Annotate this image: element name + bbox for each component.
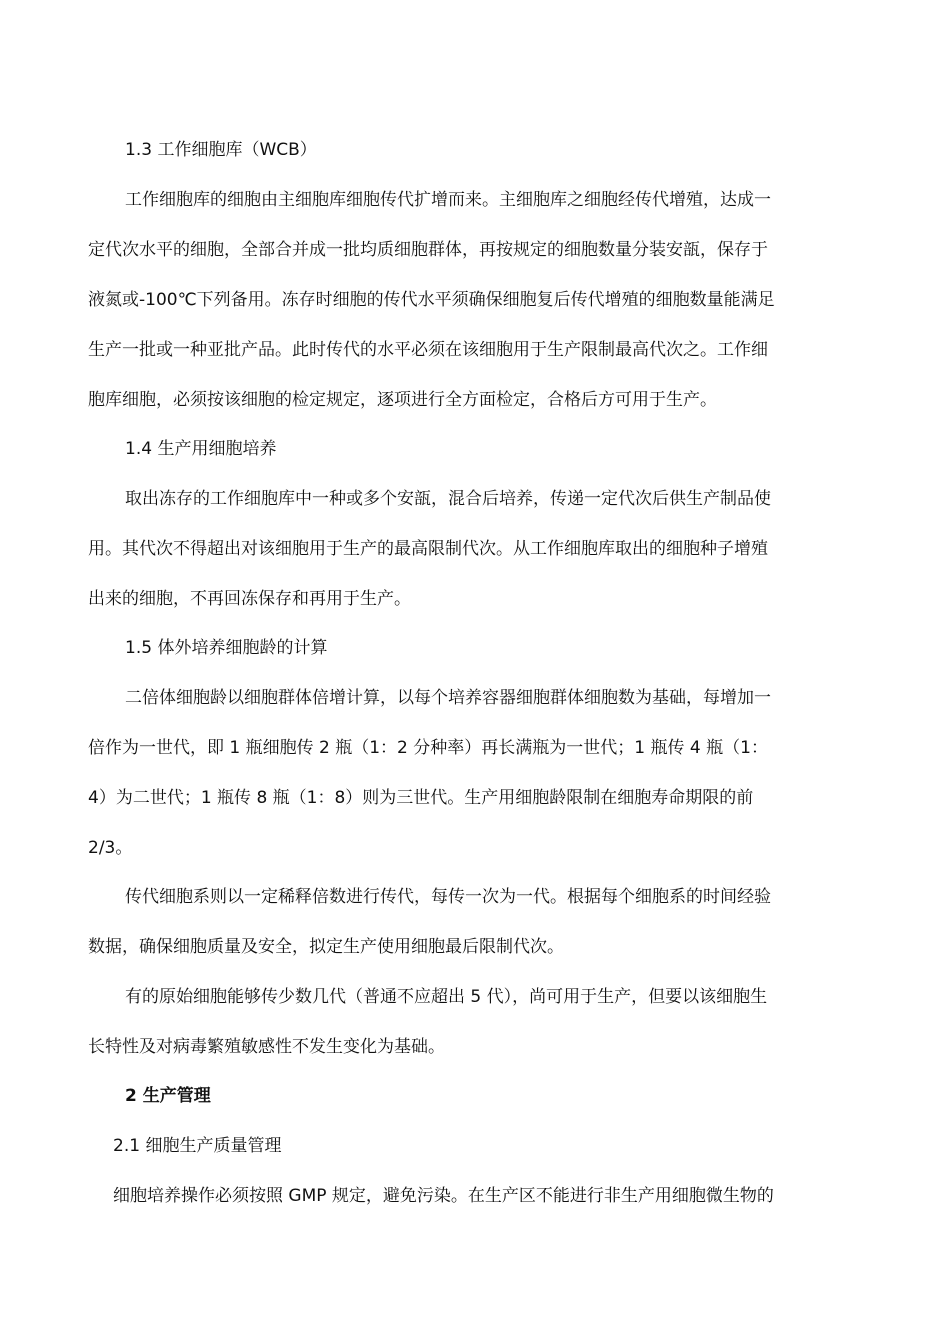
chapter-heading: 2 生产管理 bbox=[125, 1086, 211, 1106]
paragraph-line: 二倍体细胞龄以细胞群体倍增计算，以每个培养容器细胞群体细胞数为基础，每增加一 bbox=[125, 688, 771, 708]
paragraph-line: 定代次水平的细胞，全部合并成一批均质细胞群体，再按规定的细胞数量分装安瓿，保存于 bbox=[88, 240, 768, 260]
paragraph-line: 数据，确保细胞质量及安全，拟定生产使用细胞最后限制代次。 bbox=[88, 937, 564, 957]
paragraph-line: 液氮或-100℃下列备用。冻存时细胞的传代水平须确保细胞复后传代增殖的细胞数量能满足 bbox=[88, 290, 775, 310]
paragraph-line: 细胞培养操作必须按照 GMP 规定，避免污染。在生产区不能进行非生产用细胞微生物的 bbox=[113, 1186, 774, 1206]
subsection-heading-2-1: 2.1 细胞生产质量管理 bbox=[113, 1136, 282, 1156]
section-heading-1-3: 1.3 工作细胞库（WCB） bbox=[125, 140, 317, 160]
paragraph-line: 传代细胞系则以一定稀释倍数进行传代，每传一次为一代。根据每个细胞系的时间经验 bbox=[125, 887, 771, 907]
paragraph-line: 用。其代次不得超出对该细胞用于生产的最高限制代次。从工作细胞库取出的细胞种子增殖 bbox=[88, 539, 768, 559]
paragraph-line: 取出冻存的工作细胞库中一种或多个安瓿，混合后培养，传递一定代次后供生产制品使 bbox=[125, 489, 771, 509]
paragraph-line: 出来的细胞，不再回冻保存和再用于生产。 bbox=[88, 589, 411, 609]
paragraph-line: 有的原始细胞能够传少数几代（普通不应超出 5 代），尚可用于生产，但要以该细胞生 bbox=[125, 987, 768, 1007]
paragraph-line: 生产一批或一种亚批产品。此时传代的水平必须在该细胞用于生产限制最高代次之。工作细 bbox=[88, 340, 768, 360]
paragraph-line: 工作细胞库的细胞由主细胞库细胞传代扩增而来。主细胞库之细胞经传代增殖，达成一 bbox=[125, 190, 771, 210]
paragraph-line: 2/3。 bbox=[88, 838, 133, 858]
paragraph-line: 胞库细胞，必须按该细胞的检定规定，逐项进行全方面检定，合格后方可用于生产。 bbox=[88, 390, 717, 410]
paragraph-line: 4）为二世代；1 瓶传 8 瓶（1：8）则为三世代。生产用细胞龄限制在细胞寿命期限的前 bbox=[88, 788, 754, 808]
section-heading-1-5: 1.5 体外培养细胞龄的计算 bbox=[125, 638, 328, 658]
paragraph-line: 长特性及对病毒繁殖敏感性不发生变化为基础。 bbox=[88, 1037, 445, 1057]
section-heading-1-4: 1.4 生产用细胞培养 bbox=[125, 439, 277, 459]
paragraph-line: 倍作为一世代，即 1 瓶细胞传 2 瓶（1：2 分种率）再长满瓶为一世代；1 瓶传 4 瓶（1： bbox=[88, 738, 768, 758]
